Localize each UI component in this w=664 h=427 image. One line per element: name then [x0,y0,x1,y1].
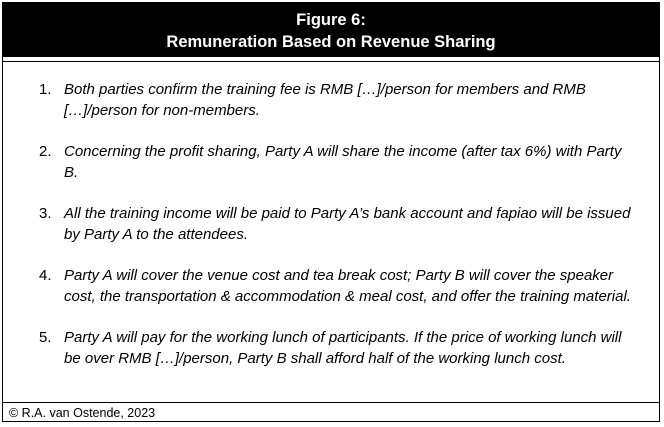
terms-list [3,80,659,390]
figure-header [3,3,659,57]
term-number: 2. [39,143,52,160]
term-number: 5. [39,329,52,346]
term-item [3,328,659,369]
term-text: All the training income will be paid to Party A’s bank account and fapiao will be issued by Party A to the attendees. [64,205,631,243]
term-number: 1. [39,81,52,98]
copyright-footer: © R.A. van Ostende, 2023 [9,406,156,420]
figure-number: Figure 6: [296,11,366,29]
term-text: Party A will pay for the working lunch of participants. If the price of working lunch will be over RMB […]/person, Party B shall afford half of the working lunch cost. [64,329,622,367]
figure-title: Remuneration Based on Revenue Sharing [166,33,496,51]
figure-box [2,2,660,422]
term-number: 3. [39,205,52,222]
term-text: Concerning the profit sharing, Party A will share the income (after tax 6%) with Party B. [64,143,622,181]
term-number: 4. [39,267,52,284]
term-text: Party A will cover the venue cost and tea break cost; Party B will cover the speaker cost, the transportation & accommodation & meal cost, and offer the training material. [64,267,631,305]
term-item [3,142,659,183]
term-item [3,266,659,307]
term-text: Both parties confirm the training fee is RMB […]/person for members and RMB […]/person for non-members. [64,81,586,119]
term-item [3,80,659,121]
term-item [3,204,659,245]
figure-body [3,61,659,403]
